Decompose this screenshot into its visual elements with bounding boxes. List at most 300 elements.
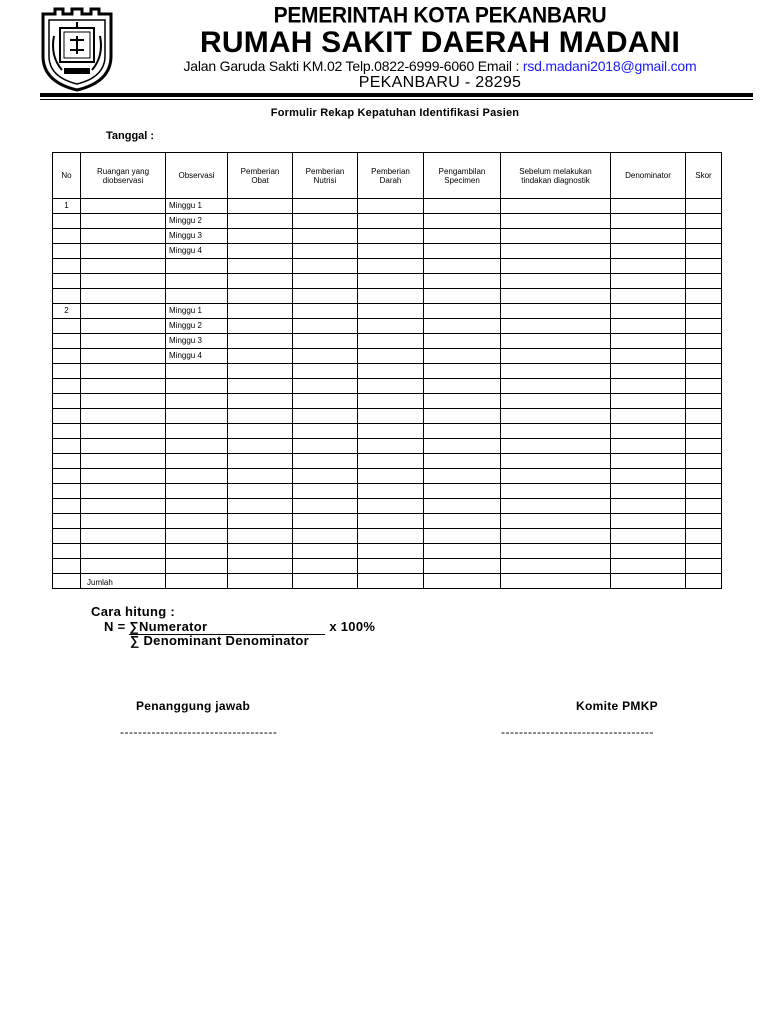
table-cell[interactable]: [686, 394, 722, 409]
table-cell[interactable]: [501, 409, 611, 424]
table-cell[interactable]: 2: [53, 304, 81, 319]
total-label: Jumlah: [81, 574, 166, 589]
table-cell[interactable]: Minggu 1: [166, 199, 228, 214]
table-cell[interactable]: [611, 364, 686, 379]
table-cell[interactable]: [686, 559, 722, 574]
table-cell[interactable]: [611, 454, 686, 469]
table-cell[interactable]: [686, 574, 722, 589]
table-cell[interactable]: [293, 304, 358, 319]
table-cell[interactable]: [53, 529, 81, 544]
table-cell[interactable]: [293, 574, 358, 589]
table-cell[interactable]: [358, 499, 424, 514]
email-link[interactable]: rsd.madani2018@gmail.com: [522, 58, 697, 74]
table-row: [53, 319, 722, 334]
table-cell[interactable]: [611, 229, 686, 244]
table-cell[interactable]: [611, 499, 686, 514]
table-cell[interactable]: [53, 409, 81, 424]
table-cell[interactable]: [166, 394, 228, 409]
table-cell[interactable]: [501, 259, 611, 274]
table-cell[interactable]: [424, 274, 501, 289]
table-cell[interactable]: [293, 379, 358, 394]
table-cell[interactable]: [228, 304, 293, 319]
table-cell[interactable]: [424, 379, 501, 394]
total-row: [53, 574, 722, 589]
table-cell[interactable]: [166, 499, 228, 514]
table-cell[interactable]: [293, 244, 358, 259]
table-cell[interactable]: [228, 424, 293, 439]
table-row: [53, 454, 722, 469]
table-cell[interactable]: [611, 304, 686, 319]
table-cell[interactable]: [611, 259, 686, 274]
table-cell[interactable]: [358, 559, 424, 574]
column-header: Observasi: [166, 153, 228, 199]
table-cell[interactable]: [501, 349, 611, 364]
table-cell[interactable]: [358, 289, 424, 304]
table-cell[interactable]: [686, 379, 722, 394]
table-cell[interactable]: [358, 409, 424, 424]
table-cell[interactable]: [358, 349, 424, 364]
table-cell[interactable]: [166, 544, 228, 559]
table-cell[interactable]: Minggu 2: [166, 319, 228, 334]
table-cell[interactable]: [81, 379, 166, 394]
table-cell[interactable]: [686, 514, 722, 529]
table-cell[interactable]: [424, 364, 501, 379]
table-cell[interactable]: [81, 349, 166, 364]
table-cell[interactable]: [686, 349, 722, 364]
table-cell[interactable]: [53, 469, 81, 484]
table-cell[interactable]: [501, 304, 611, 319]
table-row: [53, 544, 722, 559]
table-cell[interactable]: [358, 244, 424, 259]
table-cell[interactable]: [686, 274, 722, 289]
table-cell[interactable]: [81, 469, 166, 484]
table-cell[interactable]: [53, 439, 81, 454]
table-row: [53, 364, 722, 379]
table-cell[interactable]: [611, 319, 686, 334]
table-cell[interactable]: [293, 274, 358, 289]
form-title: Formulir Rekap Kepatuhan Identifikasi Pasien: [270, 107, 520, 119]
table-cell[interactable]: [424, 259, 501, 274]
table-cell[interactable]: [501, 559, 611, 574]
table-cell[interactable]: [81, 364, 166, 379]
table-cell[interactable]: [358, 319, 424, 334]
table-row: [53, 484, 722, 499]
table-cell[interactable]: [293, 319, 358, 334]
table-cell[interactable]: [501, 544, 611, 559]
signature-right-label: Komite PMKP: [576, 699, 658, 713]
table-cell[interactable]: [81, 319, 166, 334]
table-cell[interactable]: [358, 514, 424, 529]
table-cell[interactable]: [293, 499, 358, 514]
table-cell[interactable]: [611, 379, 686, 394]
table-cell[interactable]: [228, 244, 293, 259]
table-cell[interactable]: [501, 529, 611, 544]
table-cell[interactable]: [81, 334, 166, 349]
table-row: [53, 334, 722, 349]
table-cell[interactable]: [53, 214, 81, 229]
table-cell[interactable]: [686, 484, 722, 499]
table-cell[interactable]: [81, 559, 166, 574]
table-row: [53, 229, 722, 244]
column-header: No: [53, 153, 81, 199]
table-cell[interactable]: [53, 454, 81, 469]
table-cell[interactable]: [228, 529, 293, 544]
table-cell[interactable]: [293, 259, 358, 274]
table-cell[interactable]: [53, 544, 81, 559]
table-cell[interactable]: [611, 574, 686, 589]
table-cell[interactable]: [293, 394, 358, 409]
table-cell[interactable]: [53, 379, 81, 394]
table-row: [53, 289, 722, 304]
table-cell[interactable]: [611, 439, 686, 454]
table-cell[interactable]: [293, 469, 358, 484]
table-cell[interactable]: [501, 439, 611, 454]
table-cell[interactable]: [228, 274, 293, 289]
table-cell[interactable]: [293, 349, 358, 364]
table-cell[interactable]: [358, 214, 424, 229]
formula-numerator: ∑Numerator: [129, 620, 325, 635]
table-cell[interactable]: Minggu 3: [166, 229, 228, 244]
table-cell[interactable]: [424, 439, 501, 454]
table-cell[interactable]: [611, 244, 686, 259]
table-cell[interactable]: [424, 574, 501, 589]
table-cell[interactable]: [166, 259, 228, 274]
table-cell[interactable]: [424, 304, 501, 319]
table-cell[interactable]: [53, 319, 81, 334]
table-cell[interactable]: [611, 559, 686, 574]
table-cell[interactable]: [228, 409, 293, 424]
table-cell[interactable]: [501, 319, 611, 334]
table-cell[interactable]: Minggu 3: [166, 334, 228, 349]
government-name: PEMERINTAH KOTA PEKANBARU: [273, 3, 607, 28]
signature-right-line: ----------------------------------: [501, 725, 654, 739]
table-cell[interactable]: [53, 274, 81, 289]
table-cell[interactable]: [424, 289, 501, 304]
table-cell[interactable]: [686, 529, 722, 544]
table-cell[interactable]: [424, 544, 501, 559]
table-cell[interactable]: [611, 409, 686, 424]
table-cell[interactable]: [501, 199, 611, 214]
table-cell[interactable]: [81, 409, 166, 424]
table-cell[interactable]: [501, 334, 611, 349]
table-cell[interactable]: [53, 499, 81, 514]
table-cell[interactable]: [228, 394, 293, 409]
table-row: [53, 424, 722, 439]
table-cell[interactable]: [358, 484, 424, 499]
table-cell[interactable]: [501, 364, 611, 379]
table-cell[interactable]: [686, 319, 722, 334]
table-cell[interactable]: [228, 379, 293, 394]
table-cell[interactable]: [686, 199, 722, 214]
table-cell[interactable]: [81, 229, 166, 244]
table-cell[interactable]: [228, 259, 293, 274]
table-cell[interactable]: [358, 544, 424, 559]
table-cell[interactable]: [166, 289, 228, 304]
table-cell[interactable]: [424, 529, 501, 544]
table-cell[interactable]: [358, 529, 424, 544]
table-cell[interactable]: [424, 214, 501, 229]
table-body: [53, 199, 722, 589]
header-divider-thick: [40, 93, 753, 97]
table-cell[interactable]: [424, 424, 501, 439]
table-cell[interactable]: [611, 199, 686, 214]
table-cell[interactable]: [358, 229, 424, 244]
table-cell[interactable]: [166, 484, 228, 499]
table-cell[interactable]: Minggu 2: [166, 214, 228, 229]
column-header: Denominator: [611, 153, 686, 199]
table-cell[interactable]: [501, 274, 611, 289]
table-cell[interactable]: [53, 424, 81, 439]
table-cell[interactable]: [166, 454, 228, 469]
column-header: Ruangan yang diobservasi: [81, 153, 166, 199]
table-cell[interactable]: [81, 499, 166, 514]
table-cell[interactable]: [293, 289, 358, 304]
table-cell[interactable]: [501, 514, 611, 529]
table-cell[interactable]: [424, 244, 501, 259]
table-cell[interactable]: [166, 439, 228, 454]
table-cell[interactable]: [611, 544, 686, 559]
table-row: [53, 559, 722, 574]
table-cell[interactable]: [424, 319, 501, 334]
table-cell[interactable]: [611, 514, 686, 529]
table-cell[interactable]: [424, 334, 501, 349]
table-cell[interactable]: [358, 469, 424, 484]
table-cell[interactable]: [228, 199, 293, 214]
table-cell[interactable]: [611, 484, 686, 499]
table-cell[interactable]: [358, 199, 424, 214]
table-cell[interactable]: [53, 484, 81, 499]
table-cell[interactable]: [53, 289, 81, 304]
table-cell[interactable]: [293, 514, 358, 529]
table-cell[interactable]: [501, 229, 611, 244]
table-cell[interactable]: [228, 574, 293, 589]
table-cell[interactable]: [424, 484, 501, 499]
table-row: [53, 499, 722, 514]
address-text: Jalan Garuda Sakti KM.02 Telp.0822-6999-6060 Email :: [183, 58, 520, 74]
table-cell[interactable]: [686, 439, 722, 454]
table-cell[interactable]: [228, 559, 293, 574]
table-cell[interactable]: Minggu 1: [166, 304, 228, 319]
table-cell[interactable]: [53, 514, 81, 529]
table-cell[interactable]: [424, 409, 501, 424]
table-cell[interactable]: [358, 439, 424, 454]
table-cell[interactable]: [81, 424, 166, 439]
table-cell[interactable]: [501, 574, 611, 589]
table-cell[interactable]: [53, 364, 81, 379]
table-cell[interactable]: [424, 559, 501, 574]
table-cell[interactable]: [293, 364, 358, 379]
table-cell[interactable]: [501, 214, 611, 229]
table-cell[interactable]: [611, 529, 686, 544]
table-cell[interactable]: [686, 364, 722, 379]
table-cell[interactable]: [81, 484, 166, 499]
table-cell[interactable]: [501, 454, 611, 469]
table-row: [53, 529, 722, 544]
table-cell[interactable]: [228, 544, 293, 559]
table-cell[interactable]: [293, 199, 358, 214]
table-cell[interactable]: [53, 394, 81, 409]
table-cell[interactable]: [228, 469, 293, 484]
table-cell[interactable]: [53, 334, 81, 349]
table-cell[interactable]: [358, 259, 424, 274]
table-cell[interactable]: [166, 409, 228, 424]
table-cell[interactable]: [501, 469, 611, 484]
table-row: [53, 259, 722, 274]
table-cell[interactable]: [424, 514, 501, 529]
table-cell[interactable]: [166, 379, 228, 394]
table-cell[interactable]: [53, 559, 81, 574]
table-cell[interactable]: [81, 259, 166, 274]
table-cell[interactable]: [611, 214, 686, 229]
table-cell[interactable]: [81, 514, 166, 529]
hospital-name: RUMAH SAKIT DAERAH MADANI: [200, 26, 680, 59]
table-cell[interactable]: [686, 454, 722, 469]
table-cell[interactable]: [424, 454, 501, 469]
table-cell[interactable]: [686, 424, 722, 439]
table-cell[interactable]: [686, 544, 722, 559]
table-cell[interactable]: 1: [53, 199, 81, 214]
table-cell[interactable]: Minggu 4: [166, 244, 228, 259]
table-cell[interactable]: [81, 529, 166, 544]
table-cell[interactable]: [686, 289, 722, 304]
table-cell[interactable]: [166, 529, 228, 544]
table-cell[interactable]: [358, 274, 424, 289]
table-cell[interactable]: [501, 484, 611, 499]
table-cell[interactable]: [424, 469, 501, 484]
table-cell[interactable]: [81, 454, 166, 469]
table-cell[interactable]: [53, 574, 81, 589]
column-header: Pemberian Nutrisi: [293, 153, 358, 199]
table-cell[interactable]: [293, 454, 358, 469]
table-cell[interactable]: [293, 424, 358, 439]
table-header-row: [53, 153, 722, 199]
table-cell[interactable]: [81, 274, 166, 289]
signature-left-label: Penanggung jawab: [136, 699, 251, 713]
table-cell[interactable]: [228, 484, 293, 499]
table-cell[interactable]: [501, 499, 611, 514]
table-row: [53, 199, 722, 214]
table-cell[interactable]: [81, 439, 166, 454]
table-cell[interactable]: [53, 229, 81, 244]
table-cell[interactable]: [293, 214, 358, 229]
table-cell[interactable]: [501, 394, 611, 409]
table-cell[interactable]: [81, 199, 166, 214]
table-cell[interactable]: [53, 259, 81, 274]
table-cell[interactable]: [81, 289, 166, 304]
table-cell[interactable]: [228, 319, 293, 334]
table-cell[interactable]: [358, 364, 424, 379]
table-cell[interactable]: [228, 514, 293, 529]
table-row: [53, 394, 722, 409]
table-cell[interactable]: [358, 334, 424, 349]
column-header: Sebelum melakukan tindakan diagnostik: [501, 153, 611, 199]
table-cell[interactable]: [686, 334, 722, 349]
table-cell[interactable]: [81, 304, 166, 319]
table-cell[interactable]: [166, 559, 228, 574]
table-cell[interactable]: [686, 214, 722, 229]
table-cell[interactable]: [611, 424, 686, 439]
table-cell[interactable]: [228, 229, 293, 244]
table-cell[interactable]: [228, 334, 293, 349]
table-cell[interactable]: [228, 289, 293, 304]
table-cell[interactable]: [611, 469, 686, 484]
table-cell[interactable]: [166, 274, 228, 289]
table-cell[interactable]: [228, 364, 293, 379]
table-cell[interactable]: [228, 349, 293, 364]
table-cell[interactable]: [228, 499, 293, 514]
table-row: [53, 244, 722, 259]
table-cell[interactable]: [358, 394, 424, 409]
table-cell[interactable]: [501, 244, 611, 259]
table-cell[interactable]: [424, 394, 501, 409]
table-cell[interactable]: [293, 484, 358, 499]
table-cell[interactable]: [686, 304, 722, 319]
table-cell[interactable]: [166, 469, 228, 484]
table-cell[interactable]: [358, 454, 424, 469]
table-cell[interactable]: [686, 499, 722, 514]
column-header: Pemberian Darah: [358, 153, 424, 199]
table-cell[interactable]: [686, 409, 722, 424]
table-cell[interactable]: [501, 424, 611, 439]
table-cell[interactable]: [293, 559, 358, 574]
table-cell[interactable]: [53, 244, 81, 259]
table-cell[interactable]: [686, 244, 722, 259]
table-row: [53, 469, 722, 484]
table-cell[interactable]: [358, 304, 424, 319]
table-cell[interactable]: [81, 394, 166, 409]
table-cell[interactable]: [228, 214, 293, 229]
table-cell[interactable]: [358, 574, 424, 589]
table-cell[interactable]: [228, 454, 293, 469]
table-cell[interactable]: [81, 214, 166, 229]
table-cell[interactable]: [293, 439, 358, 454]
table-cell[interactable]: [228, 439, 293, 454]
table-cell[interactable]: [611, 349, 686, 364]
table-cell[interactable]: [166, 514, 228, 529]
table-row: [53, 214, 722, 229]
table-cell[interactable]: [501, 289, 611, 304]
table-cell[interactable]: [424, 349, 501, 364]
table-cell[interactable]: [53, 349, 81, 364]
table-cell[interactable]: [611, 394, 686, 409]
table-cell[interactable]: [686, 259, 722, 274]
table-cell[interactable]: [81, 244, 166, 259]
table-cell[interactable]: [424, 229, 501, 244]
table-cell[interactable]: [424, 199, 501, 214]
table-cell[interactable]: Minggu 4: [166, 349, 228, 364]
table-cell[interactable]: [166, 364, 228, 379]
table-cell[interactable]: [358, 424, 424, 439]
table-cell[interactable]: [501, 379, 611, 394]
table-cell[interactable]: [293, 409, 358, 424]
table-cell[interactable]: [424, 499, 501, 514]
table-cell[interactable]: [293, 334, 358, 349]
table-cell[interactable]: [686, 229, 722, 244]
table-cell[interactable]: [293, 544, 358, 559]
table-cell[interactable]: [293, 229, 358, 244]
city-logo-icon: [40, 6, 114, 92]
table-cell[interactable]: [611, 274, 686, 289]
table-cell[interactable]: [686, 469, 722, 484]
table-row: [53, 439, 722, 454]
table-cell[interactable]: [166, 574, 228, 589]
table-cell[interactable]: [81, 544, 166, 559]
table-cell[interactable]: [166, 424, 228, 439]
table-cell[interactable]: [611, 334, 686, 349]
table-cell[interactable]: [611, 289, 686, 304]
table-cell[interactable]: [358, 379, 424, 394]
table-cell[interactable]: [293, 529, 358, 544]
